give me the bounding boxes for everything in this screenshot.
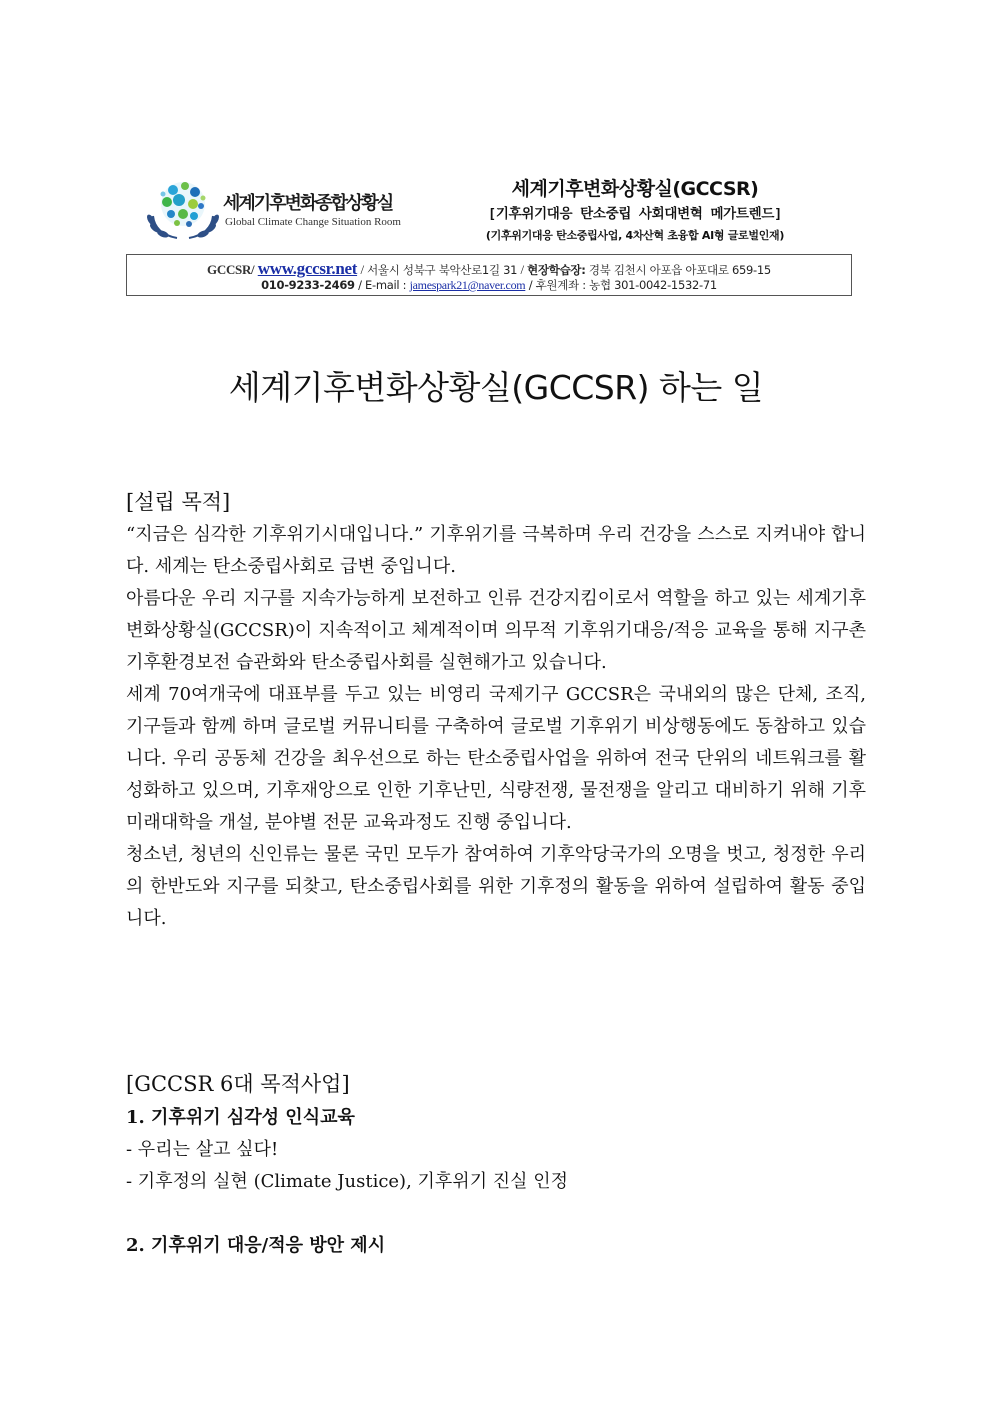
- project-item-1-line: - 우리는 살고 싶다!: [126, 1139, 279, 1160]
- org-tagline: (기후위기대응 탄소중립사업, 4차산혁 초융합 AI형 글로벌인재): [485, 229, 785, 242]
- contact-address: 서울시 성북구 북악산로1길 31: [367, 263, 518, 277]
- separator: /: [520, 262, 524, 277]
- org-title: 세계기후변화상황실(GCCSR): [511, 178, 759, 200]
- org-subtitle: [기후위기대응 탄소중립 사회대변혁 메가트렌드]: [488, 206, 782, 222]
- field-site-label: 현장학습장:: [527, 263, 586, 277]
- logo-english-name: Global Climate Change Situation Room: [225, 216, 401, 228]
- logo-korean-name: 세계기후변화종합상황실: [223, 193, 393, 214]
- globe-leaf-logo-icon: [143, 176, 223, 240]
- project-item-1-line: - 기후정의 실현 (Climate Justice), 기후위기 진실 인정: [126, 1171, 569, 1192]
- contact-org: GCCSR/: [207, 262, 255, 277]
- page-title: 세계기후변화상황실(GCCSR) 하는 일: [228, 368, 764, 407]
- purpose-paragraph: 세계 70여개국에 대표부를 두고 있는 비영리 국제기구 GCCSR은 국내외의 많은 단체, 조직, 기구들과 함께 하며 글로벌 커뮤니티를 구축하여 글로벌 기후위기 비상행동에도 동참하고 있습니다. 우리 공동체 건강을 최우선으로 하는 탄소중립사업을 위하여 전국 단위의 네트워크를 활성화하고 있으며, 기후재앙으로 인한 기후난민, 식량전쟁, 물전쟁을 알리고 대비하기 위해 기후미래대학을 개설, 분야별 전문 교육과정도 진행 중입니다.: [126, 684, 866, 833]
- separator: /: [360, 262, 364, 277]
- purpose-heading: [설립 목적]: [126, 490, 231, 514]
- email-label: / E-mail :: [358, 278, 407, 292]
- website-link[interactable]: www.gccsr.net: [257, 259, 358, 278]
- email-link[interactable]: jamespark21@naver.com: [409, 278, 526, 292]
- field-site-address: 경북 김천시 아포읍 아포대로 659-15: [588, 263, 771, 277]
- purpose-paragraph: 아름다운 우리 지구를 지속가능하게 보전하고 인류 건강지킴이로서 역할을 하고 있는 세계기후변화상황실(GCCSR)이 지속적이고 체계적이며 의무적 기후위기대응/적응 교육을 통해 지구촌 기후환경보전 습관화와 탄소중립사회를 실현해가고 있습니다.: [126, 588, 866, 673]
- purpose-paragraph: 청소년, 청년의 신인류는 물론 국민 모두가 참여하여 기후악당국가의 오명을 벗고, 청정한 우리의 한반도와 지구를 되찾고, 탄소중립사회를 위한 기후정의 활동을 위하여 설립하여 활동 중입니다.: [126, 844, 866, 929]
- project-item-1-title: 1. 기후위기 심각성 인식교육: [126, 1107, 355, 1128]
- donation-account: / 후원계좌 : 농협 301-0042-1532-71: [528, 278, 717, 292]
- contact-line-1: [127, 259, 851, 279]
- project-item-2-title: 2. 기후위기 대응/적응 방안 제시: [126, 1235, 386, 1256]
- purpose-paragraph: “지금은 심각한 기후위기시대입니다.” 기후위기를 극복하며 우리 건강을 스스로 지켜내야 합니다. 세계는 탄소중립사회로 급변 중입니다.: [126, 524, 866, 577]
- contact-phone: 010-9233-2469: [261, 278, 355, 292]
- purpose-body: [126, 519, 866, 935]
- projects-heading: [GCCSR 6대 목적사업]: [126, 1072, 350, 1096]
- contact-box: [126, 254, 852, 296]
- logo: [143, 176, 413, 240]
- contact-line-2: [127, 277, 851, 293]
